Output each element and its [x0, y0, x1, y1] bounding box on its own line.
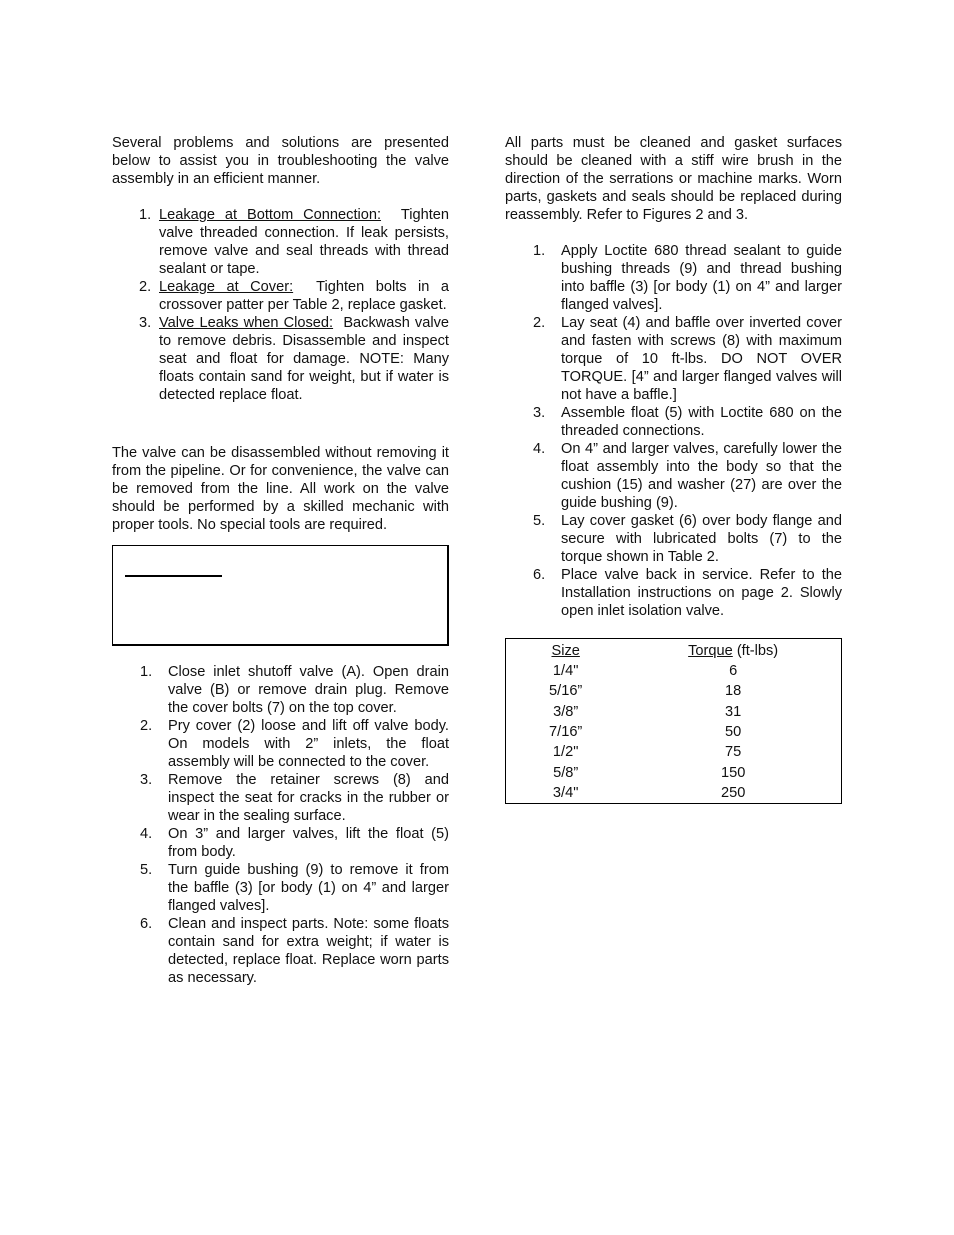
torque-cell: 150 — [720, 764, 746, 781]
trouble-text: Backwash valve to remove debris. Disassemble and inspect seat and float for damage. NOTE: Many floats contain sand for weight, but if water is detected replace float. — [159, 315, 450, 403]
torque-cell: 250 — [720, 784, 746, 801]
reassembly-steps — [505, 242, 842, 620]
step-text: Place valve back in service. Refer to the Installation instructions on page 2. Slowly open inlet isolation valve. — [561, 567, 842, 619]
troubleshooting-intro: Several problems and solutions are presented below to assist you in troubleshooting the valve assembly in an efficient manner. — [112, 135, 449, 187]
step-text: Close inlet shutoff valve (A). Open drain valve (B) or remove drain plug. Remove the cover bolts (7) on the top cover. — [168, 664, 449, 716]
list-item — [112, 663, 449, 717]
list-item — [112, 771, 449, 825]
step-number: 1. — [533, 243, 546, 259]
list-item — [505, 566, 842, 620]
size-cell: 5/16” — [549, 683, 583, 700]
list-item — [505, 242, 842, 314]
disassembly-steps — [112, 663, 449, 987]
step-number: 2. — [140, 718, 153, 734]
item-number: 3. — [139, 315, 152, 331]
table-row — [506, 702, 842, 722]
size-cell: 7/16” — [549, 724, 583, 741]
left-column — [112, 134, 449, 987]
item-number: 1. — [139, 207, 152, 223]
caution-box — [112, 545, 449, 646]
list-item — [112, 861, 449, 915]
size-cell: 1/2" — [552, 744, 579, 761]
trouble-title: Valve Leaks when Closed: — [159, 315, 334, 331]
step-text: Apply Loctite 680 thread sealant to guide bushing threads (9) and thread bushing into baffle (3) [or body (1) on 4” and larger flanged valves]. — [561, 243, 842, 313]
step-number: 6. — [533, 567, 546, 583]
torque-cell: 50 — [725, 724, 742, 741]
list-item — [112, 717, 449, 771]
step-text: Clean and inspect parts. Note: some floats contain sand for extra weight; if water is detected, replace float. Replace worn parts as necessary. — [168, 916, 449, 986]
column-header-torque: Torque (ft-lbs) — [688, 642, 779, 659]
item-number: 2. — [139, 279, 152, 295]
caution-box-rule — [125, 575, 222, 577]
step-text: Turn guide bushing (9) to remove it from the baffle (3) [or body (1) on 4” and larger flanged valves]. — [168, 862, 449, 914]
trouble-title: Leakage at Cover: — [159, 279, 294, 295]
list-item — [112, 206, 449, 278]
torque-cell: 18 — [725, 683, 742, 700]
column-header-size: Size — [551, 642, 580, 659]
table-row — [506, 742, 842, 762]
step-text: On 4” and larger valves, carefully lower the float assembly into the body so that the cushion (15) and washer (27) are over the guide bushing (9). — [561, 441, 842, 511]
right-column — [505, 134, 842, 804]
table-row — [506, 661, 842, 681]
size-cell: 5/8” — [553, 764, 579, 781]
step-number: 6. — [140, 916, 153, 932]
list-item — [505, 512, 842, 566]
step-text: Assemble float (5) with Loctite 680 on the threaded connections. — [561, 405, 842, 439]
trouble-text: Tighten valve threaded connection. If leak persists, remove valve and seal threads with thread sealant or tape. — [159, 207, 449, 277]
list-item — [112, 825, 449, 861]
step-text: Lay cover gasket (6) over body flange and secure with lubricated bolts (7) to the torque shown in Table 2. — [561, 513, 842, 565]
size-cell: 1/4" — [552, 663, 579, 680]
list-item — [505, 404, 842, 440]
table-row — [506, 783, 842, 804]
step-text: Pry cover (2) loose and lift off valve body. On models with 2” inlets, the float assembly will be connected to the cover. — [168, 718, 449, 770]
step-number: 4. — [140, 826, 153, 842]
step-number: 4. — [533, 441, 546, 457]
step-number: 3. — [533, 405, 546, 421]
table-row — [506, 722, 842, 742]
size-cell: 3/4" — [552, 784, 579, 801]
trouble-title: Leakage at Bottom Connection: — [159, 207, 382, 223]
torque-cell: 6 — [729, 663, 738, 680]
torque-table — [505, 638, 842, 804]
size-cell: 3/8” — [553, 703, 579, 720]
torque-cell: 31 — [725, 703, 742, 720]
troubleshooting-list — [112, 206, 449, 404]
reassembly-intro: All parts must be cleaned and gasket surfaces should be cleaned with a stiff wire brush in the direction of the serrations or machine marks. Worn parts, gaskets and seals should be replaced during reassembly. Refer to Figures 2 and 3. — [505, 135, 842, 223]
table-row — [506, 681, 842, 701]
trouble-text: Tighten bolts in a crossover patter per Table 2, replace gasket. — [159, 279, 450, 313]
disassembly-intro: The valve can be disassembled without removing it from the pipeline. Or for convenience, the valve can be removed from the line. All work on the valve should be performed by a skilled mechanic with proper tools. No special tools are required. — [112, 445, 449, 533]
step-text: On 3” and larger valves, lift the float (5) from body. — [168, 826, 449, 860]
table-row — [506, 762, 842, 782]
table-header-row — [506, 639, 842, 662]
step-number: 2. — [533, 315, 546, 331]
list-item — [505, 440, 842, 512]
step-number: 3. — [140, 772, 153, 788]
torque-cell: 75 — [725, 744, 742, 761]
list-item — [112, 314, 449, 404]
step-text: Lay seat (4) and baffle over inverted cover and fasten with screws (8) with maximum torque of 10 ft-lbs. DO NOT OVER TORQUE. [4” and larger flanged valves will not have a baffle.] — [561, 315, 842, 403]
step-number: 5. — [533, 513, 546, 529]
step-text: Remove the retainer screws (8) and inspect the seat for cracks in the rubber or wear in the sealing surface. — [168, 772, 449, 824]
list-item — [112, 278, 449, 314]
step-number: 1. — [140, 664, 153, 680]
list-item — [112, 915, 449, 987]
list-item — [505, 314, 842, 404]
step-number: 5. — [140, 862, 153, 878]
